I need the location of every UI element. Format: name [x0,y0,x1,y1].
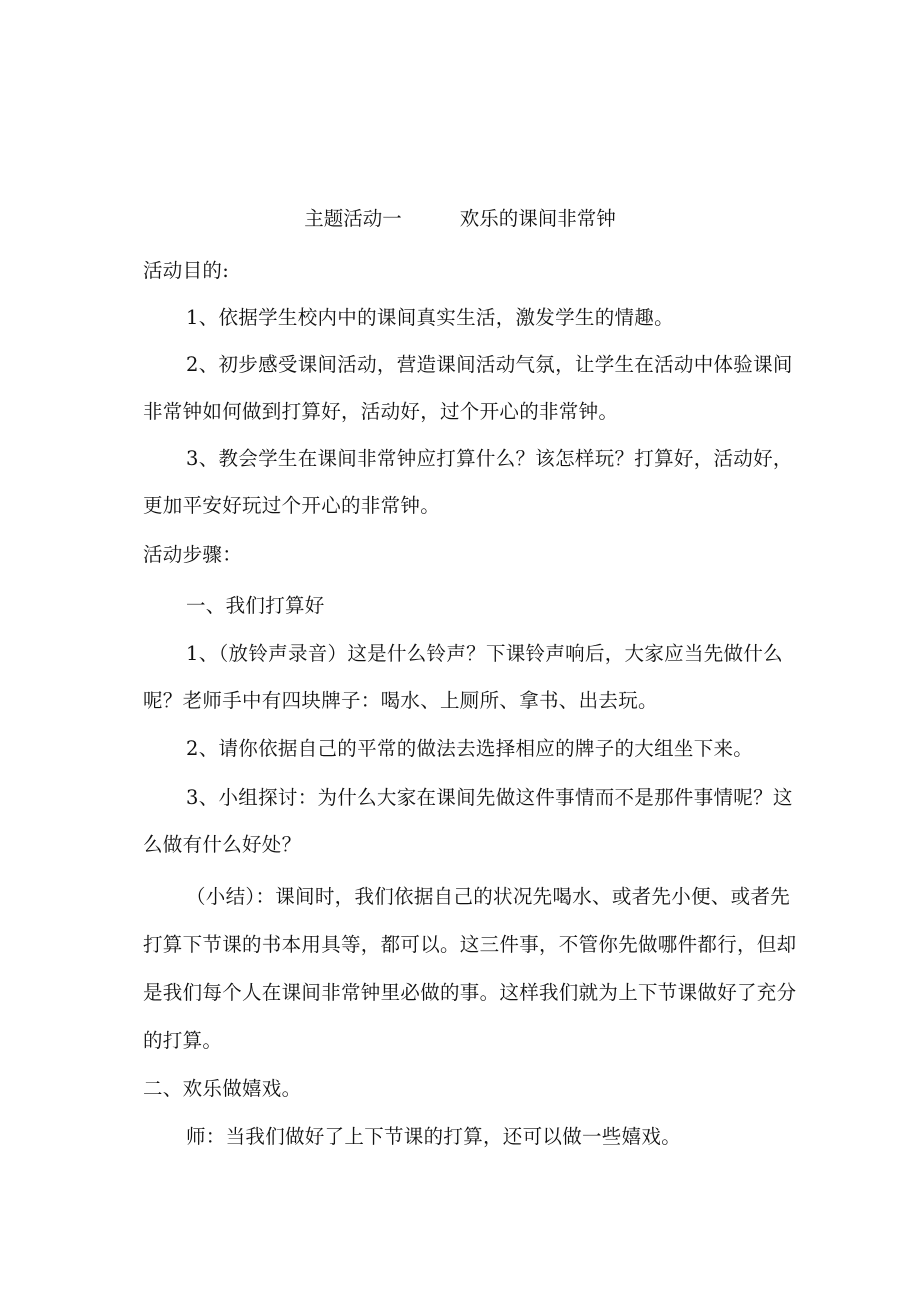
part-two-line-1: 师：当我们做好了上下节课的打算，还可以做一些嬉戏。 [186,1125,682,1148]
objective-1: 1、依据学生校内中的课间真实生活，激发学生的情趣。 [186,306,674,329]
step-2: 2、请你依据自己的平常的做法去选择相应的牌子的大组坐下来。 [186,737,754,760]
objective-3-cont: 更加平安好玩过个开心的非常钟。 [143,494,441,517]
step-3: 3、小组探讨：为什么大家在课间先做这件事情而不是那件事情呢？这 [186,786,793,809]
steps-heading: 活动步骤： [143,543,243,566]
summary-line-4: 的打算。 [143,1029,223,1052]
summary-line-2: 打算下节课的书本用具等，都可以。这三件事，不管你先做哪件都行，但却 [143,933,797,956]
objective-2: 2、初步感受课间活动，营造课间活动气氛，让学生在活动中体验课间 [186,353,793,376]
step-1: 1、（放铃声录音）这是什么铃声？下课铃声响后，大家应当先做什么 [186,642,783,665]
summary-line-1: （小结）：课间时，我们依据自己的状况先喝水、或者先小便、或者先 [186,885,791,908]
objective-3: 3、教会学生在课间非常钟应打算什么？该怎样玩？打算好，活动好， [186,447,793,470]
objective-2-cont: 非常钟如何做到打算好，活动好，过个开心的非常钟。 [143,400,619,423]
step-3-cont: 么做有什么好处？ [143,833,302,856]
objectives-heading: 活动目的: [143,259,230,282]
title-part-1: 主题活动一 [304,207,402,230]
document-title [0,207,920,231]
part-one-heading: 一、我们打算好 [186,594,325,617]
title-part-2: 欢乐的课间非常钟 [459,207,616,230]
summary-line-3: 是我们每个人在课间非常钟里必做的事。这样我们就为上下节课做好了充分 [143,981,797,1004]
step-1-cont: 呢？老师手中有四块牌子：喝水、上厕所、拿书、出去玩。 [143,689,658,712]
part-two-heading: 二、欢乐做嬉戏。 [143,1077,302,1100]
